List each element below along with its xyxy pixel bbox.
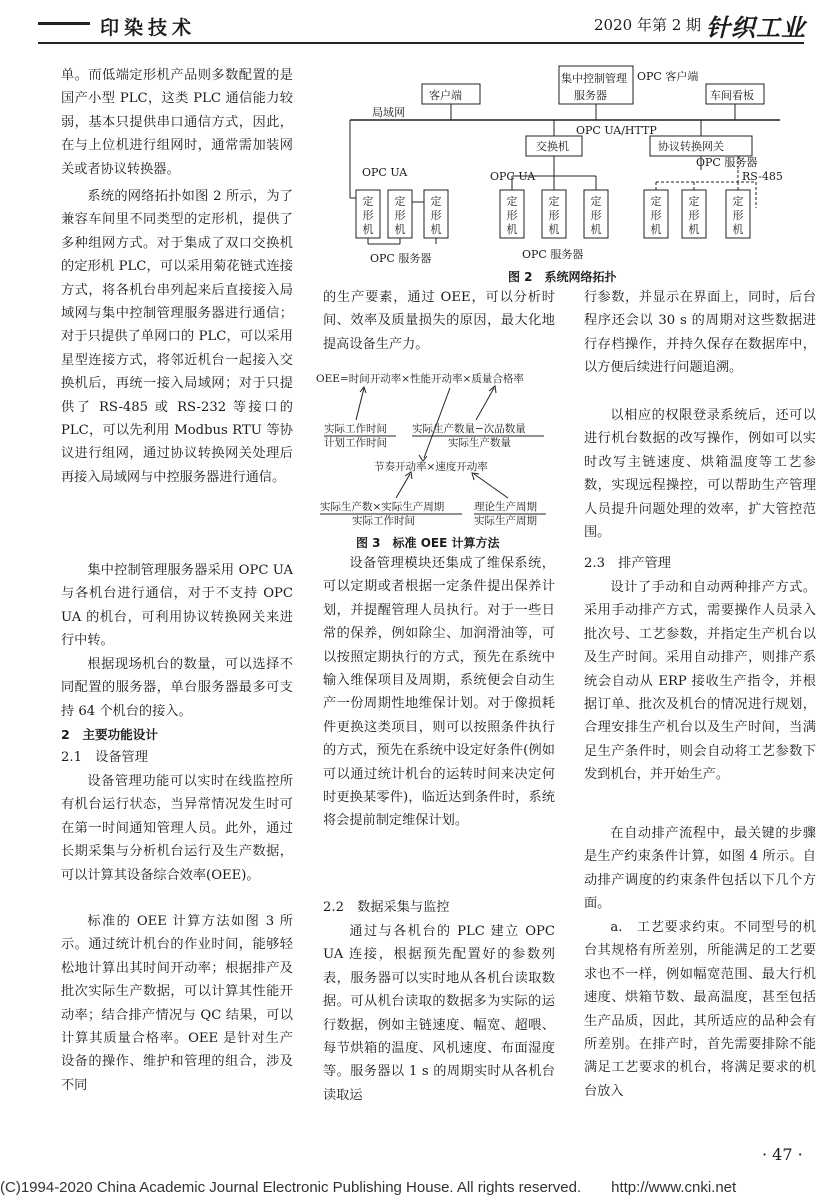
- opc-server-right-label: OPC 服务器: [696, 156, 758, 169]
- svg-text:定: 定: [590, 195, 602, 208]
- journal-section-title: 印染技术: [100, 17, 197, 39]
- col1-paragraph-1: 单。而低端定形机产品则多数配置的是国产小型 PLC，这类 PLC 通信能力较弱，基本只提供串口通信方式，因此，在与上位机进行组网时，通常需加装网关或者协议转换器。: [61, 68, 293, 177]
- svg-text:形: 形: [590, 209, 602, 222]
- workshop-board-label: 车间看板: [710, 89, 754, 102]
- rhythm-rate-denominator: 实际工作时间: [352, 515, 415, 527]
- header-ornament-bar: [38, 22, 90, 25]
- speed-rate-numerator: 理论生产周期: [474, 501, 537, 513]
- svg-text:形: 形: [506, 209, 518, 222]
- svg-text:形: 形: [394, 209, 406, 222]
- svg-text:机: 机: [650, 223, 662, 236]
- section-2-heading: 2 主要功能设计: [61, 727, 158, 742]
- col2-paragraph-2: 设备管理模块还集成了维保系统，可以定期或者根据一定条件提出保养计划，并提醒管理人员执行。对于一些日常的保养，例如除尘、加润滑油等，可以按照定期执行的方式，预先在系统中输入维保项目及周期，系统便会自动生产一份周期性地维保计划。对于像损耗件更换这类项目，则可以按照条件执行的方式，预先在系统中设定好条件(例如可以通过统计机台的运转时间来决定何时更换某零件)，临近达到条件时，系统将会提前制定维保计划。: [323, 556, 555, 829]
- speed-rate-denominator: 实际生产周期: [474, 515, 537, 527]
- quality-rate-numerator: 实际生产数量−次品数量: [412, 423, 526, 435]
- page-number: · 47 ·: [762, 1145, 803, 1164]
- svg-text:机: 机: [362, 223, 374, 236]
- col1-paragraph-4: 根据现场机台的数量，可以选择不同配置的服务器，单台服务器最多可支持 64 个机台的接入。: [61, 657, 293, 719]
- col2-paragraph-3: 通过与各机台的 PLC 建立 OPC UA 连接，根据预先配置好的参数列表，服务器可以实时地从各机台读取数据。可从机台读取的数据多为实际的运行数据，例如主链速度、幅宽、超喂、每节烘箱的温度、风机速度、布面湿度等。服务器以 1 s 的周期实时从各机台读取运: [323, 924, 555, 1103]
- svg-text:形: 形: [688, 209, 700, 222]
- col2-paragraph-1: 的生产要素，通过 OEE，可以分析时间、效率及质量损失的原因，最大化地提高设备生产力。: [323, 290, 555, 352]
- server-label-line2: 服务器: [574, 89, 607, 102]
- section-2-3-heading: 2.3 排产管理: [584, 556, 671, 571]
- svg-text:定: 定: [362, 195, 374, 208]
- col1-paragraph-3: 集中控制管理服务器采用 OPC UA 与各机台进行通信，对于不支持 OPC UA 的机台，可利用协议转换网关来进行中转。: [61, 563, 293, 649]
- svg-text:定: 定: [394, 195, 406, 208]
- rs485-label: RS-485: [742, 170, 783, 183]
- rhythm-rate-numerator: 实际生产数×实际生产周期: [320, 501, 445, 513]
- header-rule: [38, 42, 804, 44]
- time-rate-denominator: 计划工作时间: [324, 437, 387, 449]
- col3-paragraph-2: 以相应的权限登录系统后，还可以进行机台数据的改写操作，例如可以实时改写主链速度、烘箱温度等工艺参数，实现远程操控，可以帮助生产管理人员提升问题处理的效率，扩大管控范围。: [584, 408, 816, 541]
- col1-paragraph-2: 系统的网络拓扑如图 2 所示，为了兼容车间里不同类型的定形机，提供了多种组网方式。对于集成了双口交换机的定形机 PLC，可以采用菊花链式连接方式，将各机台串列起来后直接接入局域网与集中控制管理服务器进行通信；对于只提供了单网口的 PLC，可以采用星型连接方式，将邻近机台一起接入交换机后，再统一接入局域网；对于只提供了 RS-485 或 RS-232 等接口的 PLC，可以先利用 Modbus RTU 等协议进行组网，通过协议转换网关处理后再接入局域网与中控服务器进行通信。: [61, 189, 293, 485]
- performance-rate-formula: 节奏开动率×速度开动率: [374, 461, 488, 473]
- svg-text:机: 机: [732, 223, 744, 236]
- opc-server-bottom-mid-label: OPC 服务器: [522, 248, 584, 261]
- svg-text:定: 定: [650, 195, 662, 208]
- oee-formula: OEE=时间开动率×性能开动率×质量合格率: [316, 373, 524, 385]
- section-2-2-heading: 2.2 数据采集与监控: [323, 900, 450, 915]
- col1-paragraph-6: 标准的 OEE 计算方法如图 3 所示。通过统计机台的作业时间，能够轻松地计算出其时间开动率；根据排产及批次实际生产数据，可以计算其性能开动率；结合排产情况与 QC 结果，可以计算其质量合格率。OEE 是针对生产设备的操作、维护和管理的组合，涉及不同: [61, 914, 293, 1093]
- opc-client-label: OPC 客户端: [637, 70, 699, 83]
- switch-label: 交换机: [536, 140, 569, 153]
- figure-2-caption: 图 2 系统网络拓扑: [508, 270, 617, 284]
- time-rate-numerator: 实际工作时间: [324, 423, 387, 435]
- svg-text:定: 定: [732, 195, 744, 208]
- client-label: 客户端: [429, 89, 462, 102]
- opc-ua-mid-label: OPC UA: [490, 170, 536, 183]
- lan-label: 局域网: [372, 106, 405, 119]
- svg-text:机: 机: [430, 223, 442, 236]
- col1-paragraph-5: 设备管理功能可以实时在线监控所有机台运行状态，当异常情况发生时可在第一时间通知管理人员。此外，通过长期采集与分析机台运行及生产数据，可以计算其设备综合效率(OEE)。: [61, 774, 293, 883]
- copyright-footer: (C)1994-2020 China Academic Journal Electronic Publishing House. All rights reserved. http://www.cnki.net: [0, 1179, 737, 1196]
- svg-text:机: 机: [590, 223, 602, 236]
- svg-text:定: 定: [548, 195, 560, 208]
- svg-text:形: 形: [430, 209, 442, 222]
- opc-ua-left-label: OPC UA: [362, 166, 408, 179]
- svg-text:定: 定: [430, 195, 442, 208]
- section-2-1-heading: 2.1 设备管理: [61, 750, 148, 765]
- svg-text:机: 机: [394, 223, 406, 236]
- gateway-label: 协议转换网关: [658, 140, 724, 153]
- svg-text:形: 形: [732, 209, 744, 222]
- quality-rate-denominator: 实际生产数量: [448, 437, 511, 449]
- figure-3-caption: 图 3 标准 OEE 计算方法: [356, 536, 500, 550]
- opc-server-bottom-left-label: OPC 服务器: [370, 252, 432, 265]
- svg-text:机: 机: [548, 223, 560, 236]
- svg-text:定: 定: [506, 195, 518, 208]
- svg-text:机: 机: [506, 223, 518, 236]
- svg-text:定: 定: [688, 195, 700, 208]
- opc-ua-http-label: OPC UA/HTTP: [576, 124, 657, 137]
- col3-paragraph-5: a. 工艺要求约束。不同型号的机台其规格有所差别，所能满足的工艺要求也不一样，例如幅宽范围、最大行机速度、烘箱节数、最高温度，甚至包括生产品质，因此，其所适应的品种会有所差别。在排产时，首先需要排除不能满足工艺要求的机台，将满足要求的机台放入: [584, 920, 816, 1099]
- journal-brand-logo: 针织工业: [706, 13, 806, 42]
- server-label-line1: 集中控制管理: [561, 72, 627, 85]
- col3-paragraph-4: 在自动排产流程中，最关键的步骤是生产约束条件计算，如图 4 所示。自动排产调度的约束条件包括以下几个方面。: [584, 826, 816, 912]
- svg-text:形: 形: [548, 209, 560, 222]
- figure-2-network-topology: [318, 58, 818, 280]
- figure-3-oee-diagram: [316, 370, 566, 528]
- col3-paragraph-1: 行参数，并显示在界面上，同时，后台程序还会以 30 s 的周期对这些数据进行存档操作，并持久保存在数据库中，以方便后续进行问题追溯。: [584, 290, 816, 376]
- svg-text:形: 形: [362, 209, 374, 222]
- svg-text:形: 形: [650, 209, 662, 222]
- issue-label: 2020 年第 2 期: [594, 16, 702, 34]
- col3-paragraph-3: 设计了手动和自动两种排产方式。采用手动排产方式，需要操作人员录入批次号、工艺参数，并指定生产机台以及生产时间。采用自动排产，则排产系统会自动从 ERP 接收生产指令，并根据订单、批次及机台的情况进行规划，合理安排生产机台以及生产时间，当满足生产条件时，则会自动将工艺参数下发到机台，并开始生产。: [584, 580, 816, 783]
- svg-text:机: 机: [688, 223, 700, 236]
